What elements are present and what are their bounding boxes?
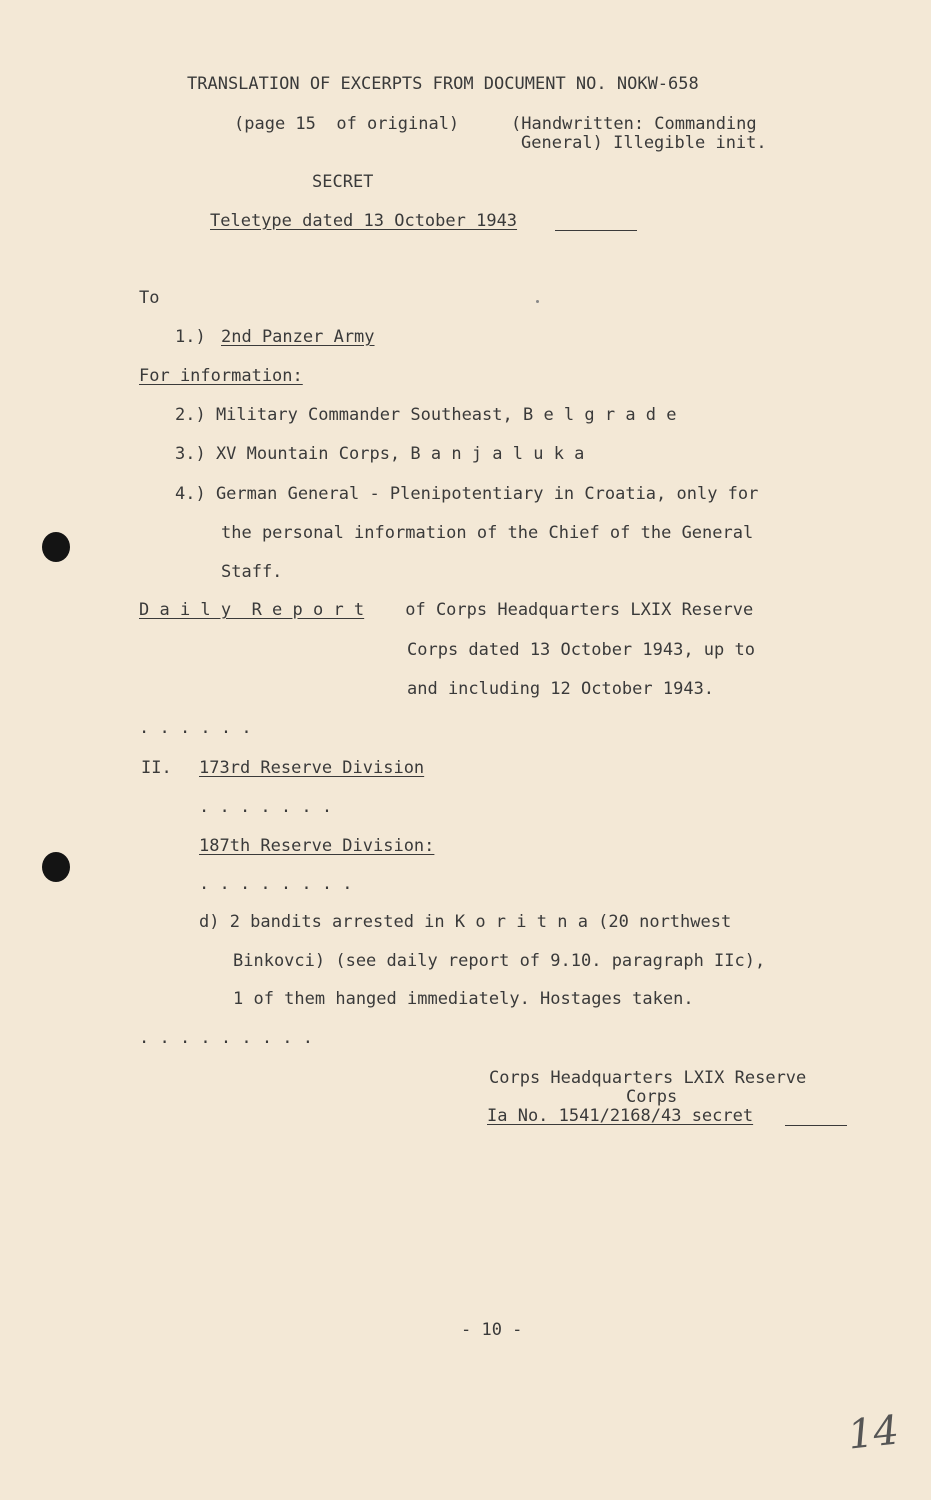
addressee-4-line2: the personal information of the Chief of the General [221,523,754,543]
classification-label: SECRET [312,172,374,192]
addressee-2: 2.) Military Commander Southeast, B e l g r a d e [175,405,677,425]
addressee-4-line1: 4.) German General - Plenipotentiary in Croatia, only for [175,484,759,504]
closing-ellipsis: . . . . . . . . . [139,1028,313,1048]
teletype-date: Teletype dated 13 October 1943 [210,211,518,231]
signature-reference: Ia No. 1541/2168/43 secret [487,1106,754,1126]
section-ii-title: 173rd Reserve Division [199,758,425,778]
addressee-1-number: 1.) [175,327,206,347]
teletype-underline [555,230,637,231]
section-ii-ellipsis: . . . . . . . [199,797,333,817]
item-d-line2: Binkovci) (see daily report of 9.10. paragraph IIc), [233,951,766,971]
handwritten-note-line1: (Handwritten: Commanding [511,114,757,134]
daily-report-line1: of Corps Headquarters LXIX Reserve [395,600,754,620]
punch-hole-top [42,532,70,562]
division-187-ellipsis: . . . . . . . . [199,874,353,894]
page-number: - 10 - [461,1320,523,1340]
page-reference: (page 15 of original) [234,114,460,134]
daily-report-label: D a i l y R e p o r t [139,600,365,620]
to-label: To [139,288,160,308]
addressee-1: 2nd Panzer Army [221,327,375,347]
omission-ellipsis: . . . . . . [139,718,252,738]
signature-underline [785,1125,847,1126]
handwritten-page-number: 14 [845,1407,902,1459]
paper-speck [536,300,539,303]
daily-report-line3: and including 12 October 1943. [407,679,715,699]
addressee-3: 3.) XV Mountain Corps, B a n j a l u k a [175,444,585,464]
signature-line1: Corps Headquarters LXIX Reserve [489,1068,807,1088]
punch-hole-bottom [42,852,70,882]
addressee-4-line3: Staff. [221,562,283,582]
document-title: TRANSLATION OF EXCERPTS FROM DOCUMENT NO. NOKW-658 [187,74,699,94]
for-information-label: For information: [139,366,303,386]
item-d-line3: 1 of them hanged immediately. Hostages taken. [233,989,694,1009]
signature-line2: Corps [626,1087,678,1107]
section-ii-number: II. [141,758,172,778]
item-d-line1: d) 2 bandits arrested in K o r i t n a (20 northwest [199,912,732,932]
handwritten-note-line2: General) Illegible init. [521,133,767,153]
daily-report-line2: Corps dated 13 October 1943, up to [407,640,755,660]
division-187-title: 187th Reserve Division: [199,836,435,856]
